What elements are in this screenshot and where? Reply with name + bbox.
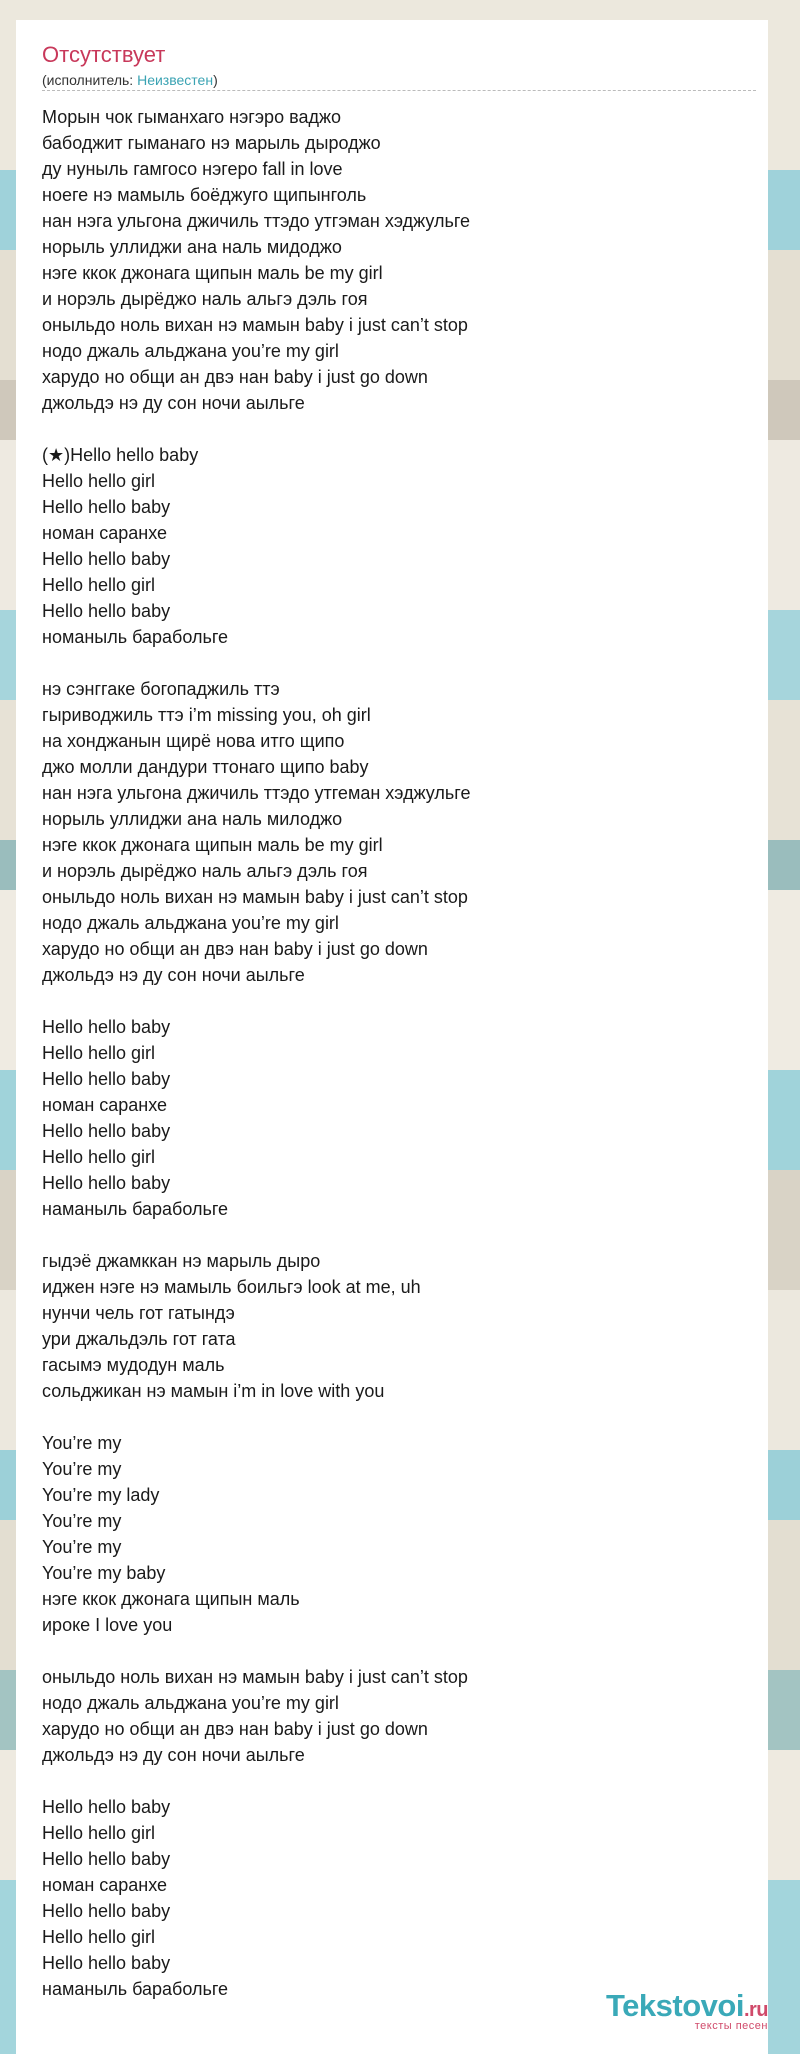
lyric-line: Hello hello baby [42, 1953, 171, 1973]
lyric-line: нан нэга ульгона джичиль ттэдо утгэман хэджульге [42, 211, 471, 231]
lyric-line: You’re my baby [42, 1563, 166, 1583]
lyric-line: Hello hello baby [42, 1849, 171, 1869]
title-divider [42, 90, 756, 91]
lyric-line: оныльдо ноль вихан нэ мамын baby i just can’t stop [42, 315, 468, 335]
lyric-line: нодо джаль альджана you’re my girl [42, 913, 339, 933]
lyric-line: джольдэ нэ ду сон ночи аыльге [42, 965, 305, 985]
lyric-line: нан нэга ульгона джичиль ттэдо утгеман хэджульге [42, 783, 471, 803]
stanza-gap [42, 1222, 742, 1248]
song-title: Отсутствует [42, 42, 166, 67]
lyric-line: Hello hello baby [42, 601, 171, 621]
stanza-gap [42, 650, 742, 676]
logo-tagline: тексты песен [694, 2020, 768, 2032]
lyric-line: Hello hello baby [42, 1017, 171, 1037]
lyric-line: You’re my [42, 1511, 122, 1531]
lyric-line: нэ сэнггаке богопаджиль ттэ [42, 679, 280, 699]
lyric-line: ноеге нэ мамыль боёджуго щипынголь [42, 185, 367, 205]
lyric-line: номан саранхе [42, 523, 168, 543]
lyric-line: гыриводжиль ттэ i’m missing you, oh girl [42, 705, 371, 725]
artist-link[interactable]: Неизвестен [137, 72, 214, 88]
lyric-line: и норэль дырёджо наль альгэ дэль гоя [42, 289, 368, 309]
lyrics-card [16, 20, 768, 2054]
lyric-line: Hello hello baby [42, 1173, 171, 1193]
lyric-line: джольдэ нэ ду сон ночи аыльге [42, 393, 305, 413]
lyric-line: джо молли дандури ттонаго щипо baby [42, 757, 369, 777]
lyric-line: You’re my [42, 1459, 122, 1479]
lyric-line: номан саранхе [42, 1875, 168, 1895]
site-logo[interactable] [606, 1990, 768, 2032]
lyric-line: Hello hello baby [42, 1797, 171, 1817]
lyric-line: ду нуныль гамгосо нэгеро fall in love [42, 159, 343, 179]
lyric-line: наманыль барабольге [42, 1199, 229, 1219]
stanza-gap [42, 1404, 742, 1430]
lyric-line: и норэль дырёджо наль альгэ дэль гоя [42, 861, 368, 881]
logo-main-text: Tekstovoi [606, 1988, 744, 2023]
artist-line [42, 72, 218, 89]
lyric-line: нэге ккок джонага щипын маль [42, 1589, 300, 1609]
lyric-line: наманыль барабольге [42, 1979, 229, 1999]
artist-prefix: (исполнитель: [42, 72, 138, 88]
stanza-gap [42, 1638, 742, 1664]
lyric-line: Hello hello girl [42, 1147, 156, 1167]
lyric-line: Морын чок гыманхаго нэгэро ваджо [42, 107, 342, 127]
lyric-line: You’re my lady [42, 1485, 160, 1505]
lyric-line: Hello hello baby [42, 1121, 171, 1141]
lyric-line: харудо но общи ан двэ нан baby i just go down [42, 1719, 428, 1739]
lyric-line: норыль уллиджи ана наль милоджо [42, 809, 343, 829]
lyric-line: Hello hello girl [42, 1927, 156, 1947]
lyric-line: харудо но общи ан двэ нан baby i just go down [42, 939, 428, 959]
lyric-line: гыдэё джамккан нэ марыль дыро [42, 1251, 321, 1271]
lyric-line: гасымэ мудодун маль [42, 1355, 225, 1375]
stanza-gap [42, 1768, 742, 1794]
lyric-line: Hello hello girl [42, 1043, 156, 1063]
lyric-line: нодо джаль альджана you’re my girl [42, 341, 339, 361]
lyric-line: харудо но общи ан двэ нан baby i just go down [42, 367, 428, 387]
lyric-line: Hello hello baby [42, 549, 171, 569]
lyric-line: Hello hello baby [42, 1069, 171, 1089]
lyric-line: You’re my [42, 1537, 122, 1557]
lyric-line: оныльдо ноль вихан нэ мамын baby i just can’t stop [42, 1667, 468, 1687]
lyric-line: оныльдо ноль вихан нэ мамын baby i just can’t stop [42, 887, 468, 907]
artist-suffix: ) [213, 72, 218, 88]
lyric-line: сольджикан нэ мамын i’m in love with you [42, 1381, 385, 1401]
lyric-line: номаныль барабольге [42, 627, 229, 647]
lyric-line: иджен нэге нэ мамыль боильгэ look at me, uh [42, 1277, 421, 1297]
lyric-line: Hello hello girl [42, 1823, 156, 1843]
stanza-gap [42, 416, 742, 442]
lyric-line: Hello hello girl [42, 471, 156, 491]
lyric-line: джольдэ нэ ду сон ночи аыльге [42, 1745, 305, 1765]
lyric-line: Hello hello baby [42, 497, 171, 517]
lyric-line: ури джальдэль гот гата [42, 1329, 236, 1349]
lyric-line: номан саранхе [42, 1095, 168, 1115]
lyric-line: бабоджит гыманаго нэ марыль дыроджо [42, 133, 381, 153]
lyric-line: ироке I love you [42, 1615, 173, 1635]
lyric-line: (★)Hello hello baby [42, 445, 199, 465]
stanza-gap [42, 988, 742, 1014]
lyric-line: нэге ккок джонага щипын маль be my girl [42, 263, 383, 283]
lyric-line: You’re my [42, 1433, 122, 1453]
lyric-line: нунчи чель гот гатындэ [42, 1303, 235, 1323]
lyric-line: Hello hello baby [42, 1901, 171, 1921]
lyric-line: Hello hello girl [42, 575, 156, 595]
logo-tld: .ru [743, 1999, 768, 2021]
lyric-line: на хонджанын щирё нова итго щипо [42, 731, 345, 751]
lyric-line: нодо джаль альджана you’re my girl [42, 1693, 339, 1713]
lyrics-body [42, 104, 742, 2002]
lyric-line: норыль уллиджи ана наль мидоджо [42, 237, 342, 257]
lyric-line: нэге ккок джонага щипын маль be my girl [42, 835, 383, 855]
